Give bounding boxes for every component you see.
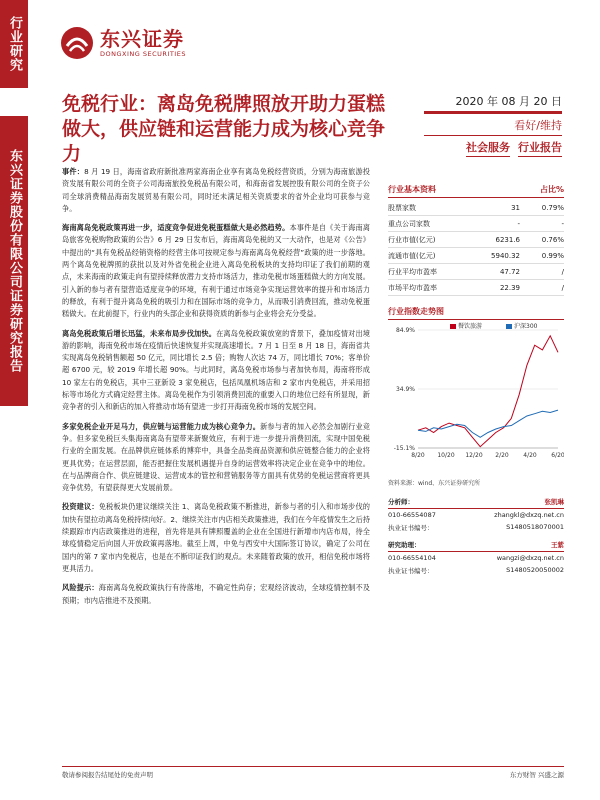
row-pct: 0.76% xyxy=(520,232,564,248)
table-row xyxy=(388,216,564,232)
paragraph-lead: 离岛免税政策后增长迅猛，未来布局步伐加快。 xyxy=(62,328,217,338)
cert-label: 执业证书编号： xyxy=(388,567,434,575)
body-paragraph xyxy=(62,421,370,495)
y-tick-label: 84.9% xyxy=(395,327,415,334)
cert-number: S1480520050002 xyxy=(506,566,564,574)
row-value: 22.39 xyxy=(466,280,520,296)
legend-swatch xyxy=(506,324,512,329)
paragraph-text: 8 月 19 日，海南省政府新批准两家海南企业享有离岛免税经营资质，分别为海南旅游投资发展有限公司的全资子公司海南旅投免税品有限公司，和海南省发展控股有限公司的全资子公司全球消费精品海南发展贸易有限公司，同时还未满足相关资质要求的省外企业均可获参与竞争。 xyxy=(62,167,370,213)
analyst-name-row xyxy=(388,495,564,509)
table-row xyxy=(388,232,564,248)
row-label: 重点公司家数 xyxy=(388,216,466,232)
table-row xyxy=(388,248,564,264)
series-line xyxy=(418,410,558,437)
analyst-cert xyxy=(388,564,564,577)
paragraph-text: 免税板块仍建议继续关注 1、离岛免税政策不断推进，新参与者的引入和市场步伐的加快有望拉动离岛免税持续向好。2、继续关注市内店相关政策推进，我们在今年疫情发生之后持续跟踪市内店政策推进的进程，首先将是具有牌照覆盖的企业在全国进行新增市内店布局，待全球疫情稳定后向国人开放政策再落地。截至上周，中免与西安中大国际签订协议，确定了公司在国内的第 7 家市内免税店，也是在不断印证我们的观点。未来随着政策的放开，相信免税市场将更具活力。 xyxy=(62,502,370,573)
rating-badge: 看好/维持 xyxy=(424,114,562,136)
row-value: 31 xyxy=(466,200,520,216)
row-pct: 0.79% xyxy=(520,200,564,216)
row-pct: / xyxy=(520,264,564,280)
row-label: 流通市值(亿元) xyxy=(388,248,466,264)
row-label: 市场平均市盈率 xyxy=(388,280,466,296)
sidebar xyxy=(0,0,28,800)
paragraph-lead: 投资建议： xyxy=(62,502,99,512)
analyst-name-row xyxy=(388,538,564,552)
sidebar-company-label: 东兴证券股份有限公司证券研究报告 xyxy=(0,116,28,406)
table-row xyxy=(388,280,564,296)
report-title: 免税行业：离岛免税牌照放开助力蛋糕做大，供应链和运营能力成为核心竞争力 xyxy=(62,93,386,165)
x-tick-label: 4/20 xyxy=(523,452,537,459)
industry-table-header xyxy=(388,184,564,198)
sidebar-section-label: 行业研究 xyxy=(0,0,28,88)
row-value: 47.72 xyxy=(466,264,520,280)
cert-number: S1480518070001 xyxy=(506,523,564,531)
paragraph-lead: 海南离岛免税政策再进一步，适度竞争促进免税蛋糕做大是必然趋势。 xyxy=(62,223,290,233)
row-value: - xyxy=(466,216,520,232)
analyst-phone: 010-66554104 xyxy=(388,554,436,562)
y-tick-label: -15.1% xyxy=(393,445,415,452)
row-pct: - xyxy=(520,216,564,232)
industry-table-title: 行业基本资料 xyxy=(388,185,436,194)
series-line xyxy=(418,336,558,447)
paragraph-text: 新参与者的加入必然会加剧行业竞争。但多家免税巨头集海南离岛有望带来新聚效应，有利于进一步提升消费回流，实现中国免税行业的全面发展。在品牌供应链体系的博弈中，具备全品类商品资源和供应链整合能力的企业将更具优势；在运营层面，能否把握住发展机遇提升自身的运营效率将决定企业在竞争中的地位。在与品牌商合作、供应链建设、运营成本的管控和营销服务等方面具有优势的免税运营商将更具竞争优势，有望获得更大发展前景。 xyxy=(62,421,370,493)
body-paragraph xyxy=(62,222,370,320)
analyst-name: 张凯琳 xyxy=(544,498,564,506)
report-meta xyxy=(424,93,562,157)
row-pct: 0.99% xyxy=(520,248,564,264)
paragraph-lead: 风险提示： xyxy=(62,583,99,593)
x-tick-label: 8/20 xyxy=(411,452,425,459)
table-row xyxy=(388,200,564,216)
paragraph-lead: 事件： xyxy=(62,167,85,176)
row-value: 6231.6 xyxy=(466,232,520,248)
y-tick-label: 34.9% xyxy=(395,386,415,393)
paragraph-text: 本事件是自《关于海南离岛旅客免税购物政策的公告》6 月 29 日发布后，海南离岛免税的又一大动作，也是对《公告》中提出的“具有免税品经销资格的经营主体可按规定参与海南离岛免税经营”政策的进一步落地。两个离岛免税牌照的获批以及对外省免税企业进入离岛免税板块的支持均印证了我们前期的观点，未来海南的政策走向有望持续释放潜力支持市场活力，推动免税市场蛋糕做大的方向发展。引入新的参与者有望营造适度竞争的环境，有利于通过市场竞争实现运营效率的提升和市场活力的释放，有利于提升离岛免税的吸引力和在国际市场的竞争力，从而吸引消费回流，推动免税蛋糕做大。在此前提下，行业内的头部企业和获得资质的新参与企业将会充分受益。 xyxy=(62,223,370,319)
analyst-role: 分析师： xyxy=(388,498,414,506)
paragraph-text: 在离岛免税政策放宽的背景下，叠加疫情对出境游的影响，海南免税市场在疫情后快速恢复并实现高速增长。7 月 1 日至 8 月 18 日，海南省共实现离岛免税销售额超 50 亿元，同比增长 2.5 倍；购物人次达 74 万，同比增长 70%；客单价超 6700 元，较 2019 年增长超 90%。与此同时，离岛免税市场参与者加快布局，海南将形成 10 家左右的免税店，其中三亚新设 3 家免税店，包括凤凰机场店和 2 家市内免税店，并采用招标等市场化方式确定经营主体。离岛免税作为引领消费回流的重要入口的地位已经有所显现，新竞争者的引入和新店的加入将推动市场有望进一步打开海南免税市场的发展空间。 xyxy=(62,328,370,412)
analyst-contact xyxy=(388,509,564,521)
logo-name-en: DONGXING SECURITIES xyxy=(100,50,186,58)
company-logo xyxy=(60,26,186,60)
tag-type: 行业报告 xyxy=(518,139,562,157)
x-tick-label: 12/20 xyxy=(465,452,483,459)
x-tick-label: 10/20 xyxy=(437,452,455,459)
legend-label: 沪深300 xyxy=(514,323,538,330)
analyst-contact xyxy=(388,552,564,564)
analyst-email[interactable]: wangzi@dxzq.net.cn xyxy=(496,554,564,562)
footer-disclaimer: 敬请参阅报告结尾处的免责声明 xyxy=(62,771,153,779)
tag-industry: 社会服务 xyxy=(466,139,510,157)
table-row xyxy=(388,264,564,280)
row-value: 5940.32 xyxy=(466,248,520,264)
logo-emblem-icon xyxy=(60,26,94,60)
analyst-phone: 010-66554087 xyxy=(388,511,436,519)
x-tick-label: 6/20 xyxy=(551,452,564,459)
paragraph-lead: 多家免税企业开足马力，供应链与运营能力成为核心竞争力。 xyxy=(62,421,261,431)
analyst-name: 王紫 xyxy=(551,541,564,549)
analyst-cert xyxy=(388,521,564,534)
cert-label: 执业证书编号： xyxy=(388,524,434,532)
industry-table-pct-header: 占比% xyxy=(539,185,564,194)
right-column xyxy=(388,184,564,577)
legend-label: 餐饮旅游 xyxy=(458,323,483,330)
analyst-block xyxy=(388,495,564,577)
chart-title: 行业指数走势图 xyxy=(388,306,564,320)
industry-table xyxy=(388,200,564,296)
analyst-role: 研究助理： xyxy=(388,541,421,549)
body-paragraph xyxy=(62,328,370,414)
paragraph-text: 海南离岛免税政策执行有待落地，不确定性尚存；宏观经济波动，全球疫情控制不及预期；市内店推进不及预期。 xyxy=(62,583,370,605)
report-tags xyxy=(424,136,562,157)
report-body xyxy=(62,166,370,614)
chart-source: 资料来源：wind、东兴证券研究所 xyxy=(388,480,481,487)
footer-slogan: 东方财智 兴盛之源 xyxy=(509,771,564,779)
legend-swatch xyxy=(450,324,456,329)
x-tick-label: 2/20 xyxy=(495,452,509,459)
logo-name-cn: 东兴证券 xyxy=(100,27,184,51)
page-footer xyxy=(62,766,564,779)
industry-index-chart xyxy=(388,320,564,470)
row-label: 行业平均市盈率 xyxy=(388,264,466,280)
row-label: 行业市值(亿元) xyxy=(388,232,466,248)
analyst-email[interactable]: zhangkl@dxzq.net.cn xyxy=(494,511,564,519)
body-paragraph xyxy=(62,166,370,215)
row-pct: / xyxy=(520,280,564,296)
body-paragraph xyxy=(62,501,370,575)
row-label: 股票家数 xyxy=(388,200,466,216)
report-date: 2020 年 08 月 20 日 xyxy=(424,93,562,114)
body-paragraph xyxy=(62,582,370,607)
